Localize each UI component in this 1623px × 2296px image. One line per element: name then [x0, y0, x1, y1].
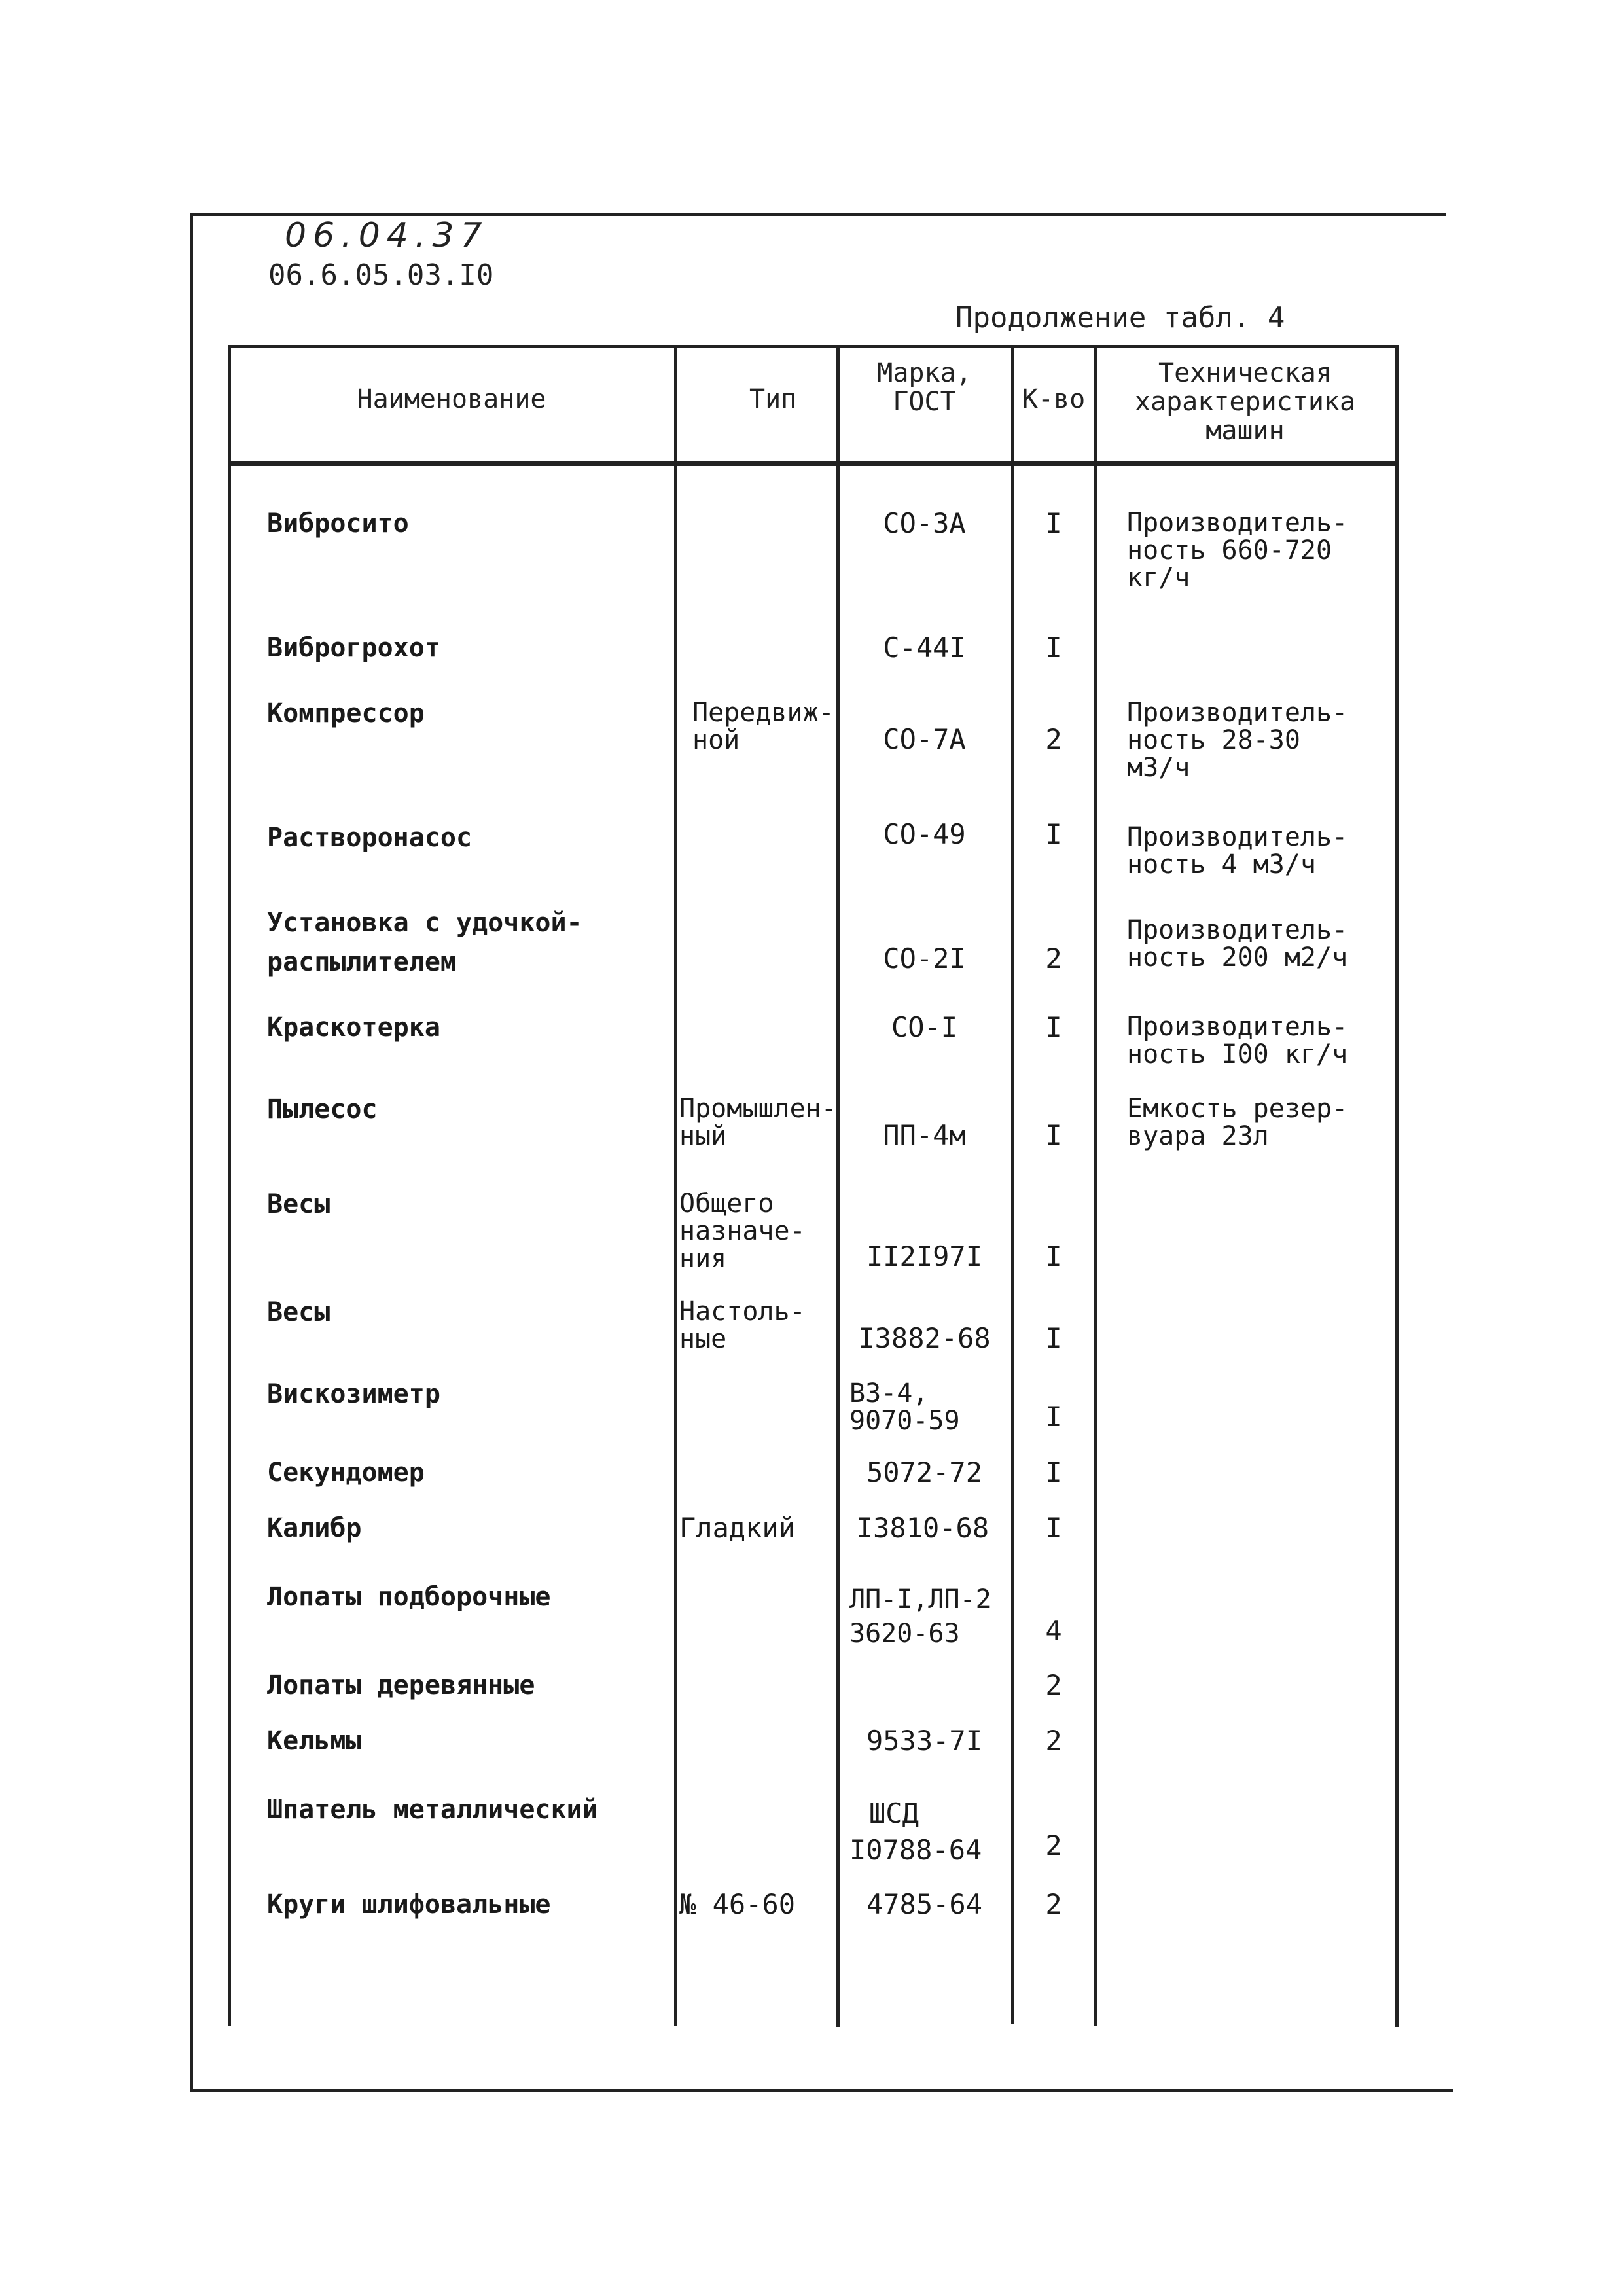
column-divider-tech — [1094, 345, 1097, 2026]
row-type-line: ные — [679, 1324, 727, 1354]
header-tech-line: характеристика — [1134, 387, 1356, 417]
row-tech-line: Производитель- — [1127, 698, 1348, 728]
header-tech-line: машин — [1205, 416, 1285, 446]
row-type-line: Общего — [679, 1189, 774, 1219]
column-divider-mark — [836, 345, 840, 2027]
document-code: 06.6.05.03.I0 — [268, 259, 494, 292]
row-name: Виброгрохот — [267, 633, 440, 663]
row-mark: 4785-64 — [866, 1888, 982, 1920]
row-type-line: Передвиж- — [692, 698, 834, 728]
row-qty: I — [1045, 1011, 1062, 1043]
row-type — [692, 699, 834, 754]
handwritten-code: 06.04.37 — [285, 216, 489, 255]
header-mark — [841, 359, 1008, 416]
row-qty: I — [1045, 1240, 1062, 1272]
row-name: Калибр — [267, 1513, 362, 1543]
row-mark: СО-2I — [883, 942, 966, 975]
header-tech-line: Техническая — [1158, 358, 1332, 388]
row-type-line: Настоль- — [679, 1297, 806, 1327]
frame-bottom-line — [190, 2089, 1453, 2092]
row-mark: I3882-68 — [858, 1322, 991, 1354]
row-tech — [1127, 1095, 1347, 1150]
row-type — [679, 1190, 806, 1272]
row-mark: СО-49 — [883, 818, 966, 850]
row-qty: I — [1045, 1401, 1062, 1433]
row-qty: 2 — [1045, 1829, 1062, 1861]
row-tech-line: Производитель- — [1127, 508, 1348, 538]
row-name-line: распылителем — [267, 947, 456, 977]
row-name: Весы — [267, 1189, 330, 1219]
row-type-line: назначе- — [679, 1216, 806, 1246]
row-name: Краскотерка — [267, 1013, 440, 1043]
row-mark: 9533-7I — [866, 1725, 982, 1757]
row-type: № 46-60 — [679, 1888, 796, 1920]
row-mark: С-44I — [883, 632, 966, 664]
row-qty: 2 — [1045, 1669, 1062, 1701]
column-divider-qty — [1011, 345, 1014, 2024]
row-type — [679, 1095, 837, 1150]
row-tech-line: ность 200 м2/ч — [1127, 942, 1348, 973]
column-divider-type — [674, 345, 677, 2026]
row-mark-line: ШСД — [869, 1797, 919, 1829]
row-mark-line: 9070-59 — [849, 1406, 960, 1436]
row-qty: 2 — [1045, 1725, 1062, 1757]
row-qty: I — [1045, 1322, 1062, 1354]
header-mark-line: ГОСТ — [893, 387, 956, 417]
row-name — [267, 903, 582, 982]
row-tech-line: Производитель- — [1127, 1012, 1348, 1042]
row-mark — [849, 1380, 960, 1435]
row-tech-line: ность 28-30 — [1127, 725, 1300, 755]
row-mark: СО-3А — [883, 507, 966, 539]
row-mark-line: I0788-64 — [849, 1834, 982, 1866]
row-tech — [1127, 823, 1347, 878]
row-mark — [849, 1583, 991, 1651]
row-mark: ПП-4м — [883, 1119, 966, 1151]
frame-left-line — [190, 213, 193, 2091]
row-qty: I — [1045, 818, 1062, 850]
row-mark: II2I97I — [866, 1240, 982, 1272]
header-type: Тип — [749, 384, 797, 414]
row-tech-line: вуара 23л — [1127, 1121, 1269, 1151]
table-continuation-label: Продолжение табл. 4 — [955, 301, 1285, 334]
row-qty: I — [1045, 632, 1062, 664]
row-type: Гладкий — [679, 1512, 796, 1544]
row-type-line: Промышлен- — [679, 1094, 837, 1124]
row-qty: 4 — [1045, 1615, 1062, 1647]
row-mark: 5072-72 — [866, 1456, 982, 1488]
row-name: Компрессор — [267, 698, 425, 728]
row-type-line: ния — [679, 1244, 727, 1274]
row-tech-line: ность 4 м3/ч — [1127, 850, 1316, 880]
row-mark: I3810-68 — [856, 1512, 990, 1544]
header-mark-line: Марка, — [877, 358, 972, 388]
row-tech-line: Емкость резер- — [1127, 1094, 1348, 1124]
row-tech-line: Производитель- — [1127, 915, 1348, 945]
row-qty: 2 — [1045, 1888, 1062, 1920]
column-left-edge — [228, 461, 231, 2026]
header-name: Наименование — [357, 384, 546, 414]
row-tech-line: Производитель- — [1127, 822, 1348, 852]
row-tech-line: кг/ч — [1127, 563, 1190, 593]
row-mark — [849, 1795, 982, 1869]
row-name: Круги шлифовальные — [267, 1890, 551, 1920]
header-rule — [228, 461, 1399, 465]
row-tech-line: ность 660-720 — [1127, 535, 1332, 565]
row-qty: I — [1045, 507, 1062, 539]
row-name: Лопаты подборочные — [267, 1582, 551, 1612]
row-type — [679, 1298, 806, 1353]
row-name: Весы — [267, 1297, 330, 1327]
row-mark-line: 3620-63 — [849, 1619, 960, 1649]
row-tech-line: ность I00 кг/ч — [1127, 1039, 1348, 1069]
row-tech — [1127, 699, 1347, 781]
header-tech — [1099, 359, 1391, 445]
row-qty: 2 — [1045, 942, 1062, 975]
row-name: Вибросито — [267, 509, 409, 539]
row-qty: I — [1045, 1456, 1062, 1488]
row-qty: I — [1045, 1512, 1062, 1544]
row-mark-line: ЛП-I,ЛП-2 — [849, 1585, 991, 1615]
row-name: Вискозиметр — [267, 1379, 440, 1409]
row-name: Растворонасос — [267, 823, 473, 853]
row-mark: СО-7А — [883, 723, 966, 755]
row-name: Шпатель металлический — [267, 1795, 598, 1825]
row-qty: 2 — [1045, 723, 1062, 755]
row-name: Лопаты деревянные — [267, 1670, 535, 1700]
row-tech-line: м3/ч — [1127, 753, 1190, 783]
row-mark: СО-I — [891, 1011, 958, 1043]
column-right-edge — [1395, 345, 1399, 2027]
row-name-line: Установка с удочкой- — [267, 908, 582, 938]
row-qty: I — [1045, 1119, 1062, 1151]
row-tech — [1127, 1013, 1347, 1068]
row-tech — [1127, 916, 1347, 971]
row-type-line: ной — [692, 725, 740, 755]
header-qty: К-во — [1022, 384, 1086, 414]
row-type-line: ный — [679, 1121, 727, 1151]
row-mark-line: ВЗ-4, — [849, 1378, 929, 1408]
row-name: Кельмы — [267, 1726, 362, 1756]
row-name: Секундомер — [267, 1458, 425, 1488]
row-tech — [1127, 509, 1347, 592]
row-name: Пылесос — [267, 1094, 378, 1124]
